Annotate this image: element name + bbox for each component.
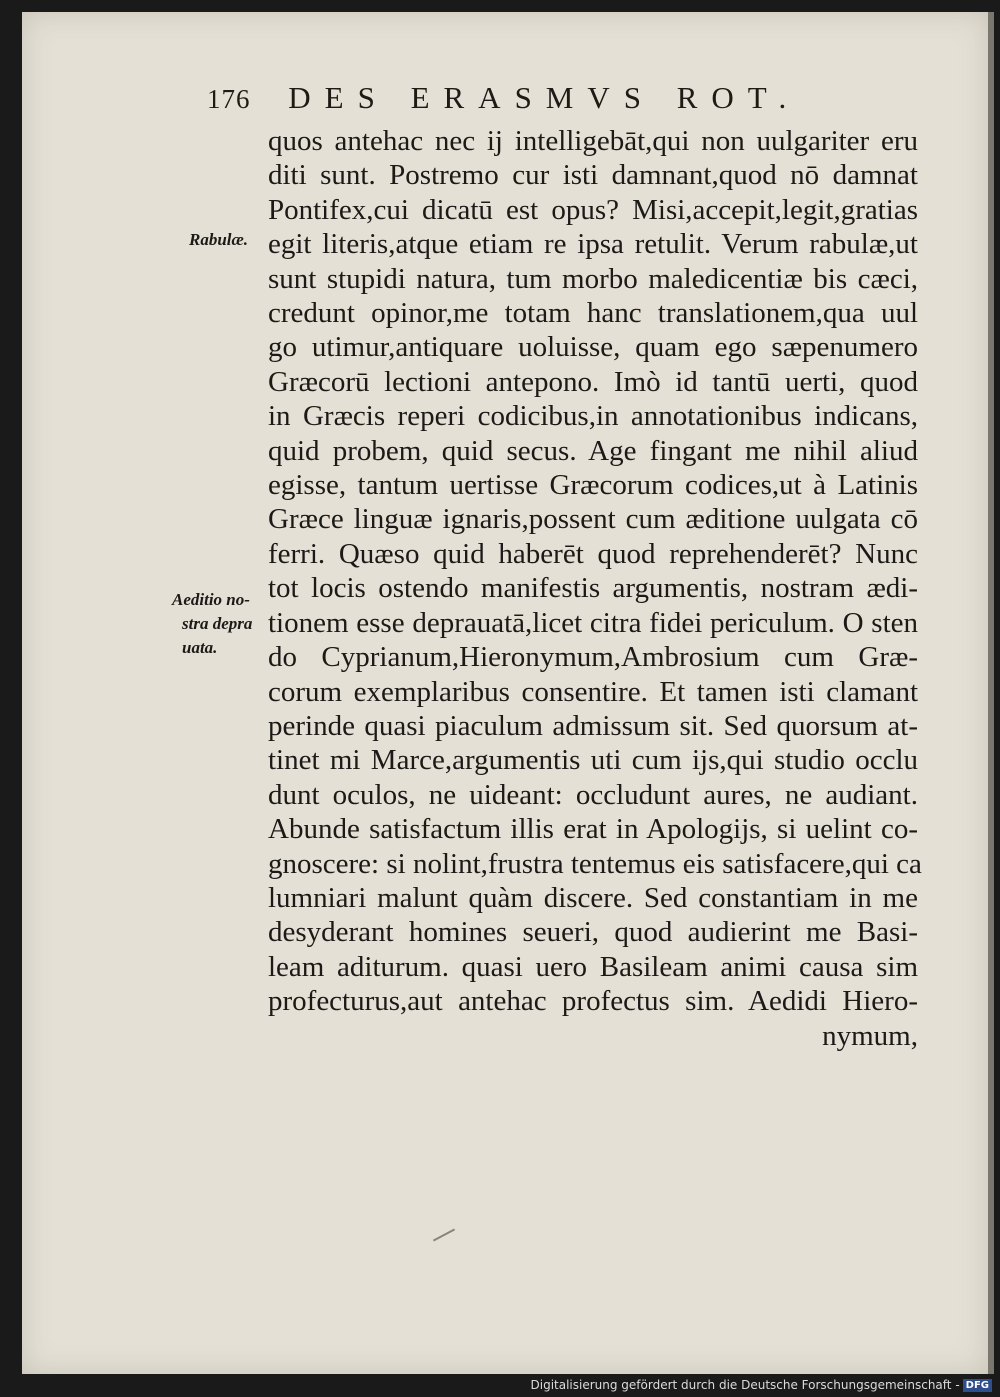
dfg-logo: DFG — [963, 1379, 992, 1392]
text-line: in Græcis reperi codicibus,in annotationibus indicans, — [268, 400, 918, 433]
text-line: gnoscere: si nolint,frustra tentemus eis satisfacere,qui ca — [268, 847, 922, 880]
text-line: profecturus,aut antehac profectus sim. Aedidi Hiero- — [268, 985, 918, 1018]
text-line: ferri. Quæso quid haberēt quod reprehenderēt? Nunc — [268, 537, 918, 570]
text-line: dunt oculos, ne uideant: occludunt aures, ne audiant. — [268, 778, 918, 811]
text-line: leam aditurum. quasi uero Basileam animi causa sim — [268, 950, 918, 983]
text-line: desyderant homines seueri, quod audierint me Basi- — [268, 916, 918, 949]
page-edge — [988, 12, 994, 1374]
text-line: Pontifex,cui dicatū est opus? Misi,accepit,legit,gratias — [268, 193, 918, 226]
text-line: egit literis,atque etiam re ipsa retulit. Verum rabulæ,ut — [268, 228, 918, 261]
body-text — [268, 124, 922, 1053]
page-number: 176 — [207, 84, 251, 114]
text-line: lumniari malunt quàm discere. Sed constantiam in me — [268, 881, 918, 914]
text-line: sunt stupidi natura, tum morbo maledicentiæ bis cæci, — [268, 262, 918, 295]
catchword: nymum, — [822, 1019, 918, 1052]
marginal-note-line-1: Aeditio no- — [172, 590, 250, 609]
running-header — [207, 80, 800, 116]
running-title: DES ERASMVS ROT. — [288, 80, 801, 115]
text-line: tot locis ostendo manifestis argumentis, nostram ædi- — [268, 572, 918, 605]
text-line: quos antehac nec ij intelligebāt,qui non uulgariter eru — [268, 125, 918, 157]
digitization-footer — [531, 1378, 993, 1392]
text-line: Abunde satisfactum illis erat in Apologijs, si uelint co- — [268, 813, 918, 846]
marginal-note-rabulae: Rabulæ. — [189, 230, 249, 249]
text-line: quid probem, quid secus. Age fingant me nihil aliud — [268, 434, 918, 467]
text-line: Græcorū lectioni antepono. Imò id tantū uerti, quod — [268, 365, 918, 398]
marginal-note-line-2: stra depra — [182, 614, 253, 633]
text-line: egisse, tantum uertisse Græcorum codices,ut à Latinis — [268, 469, 918, 502]
marginal-note-line-3: uata. — [182, 638, 218, 657]
text-line: tinet mi Marce,argumentis uti cum ijs,qui studio occlu — [268, 744, 918, 777]
footer-text: Digitalisierung gefördert durch die Deutsche Forschungsgemeinschaft - — [530, 1378, 960, 1392]
text-line: go utimur,antiquare uoluisse, quam ego sæpenumero — [268, 331, 918, 364]
text-line: credunt opinor,me totam hanc translationem,qua uul — [268, 297, 918, 330]
text-line: tionem esse deprauatā,licet citra fidei periculum. O sten — [268, 606, 918, 639]
text-line: Græce linguæ ignaris,possent cum æditione uulgata cō — [268, 503, 918, 536]
text-line: diti sunt. Postremo cur isti damnant,quod nō damnat — [268, 159, 918, 192]
text-line: perinde quasi piaculum admissum sit. Sed quorsum at- — [268, 709, 918, 742]
text-line: corum exemplaribus consentire. Et tamen isti clamant — [268, 675, 918, 708]
text-line: do Cyprianum,Hieronymum,Ambrosium cum Græ- — [268, 641, 918, 674]
